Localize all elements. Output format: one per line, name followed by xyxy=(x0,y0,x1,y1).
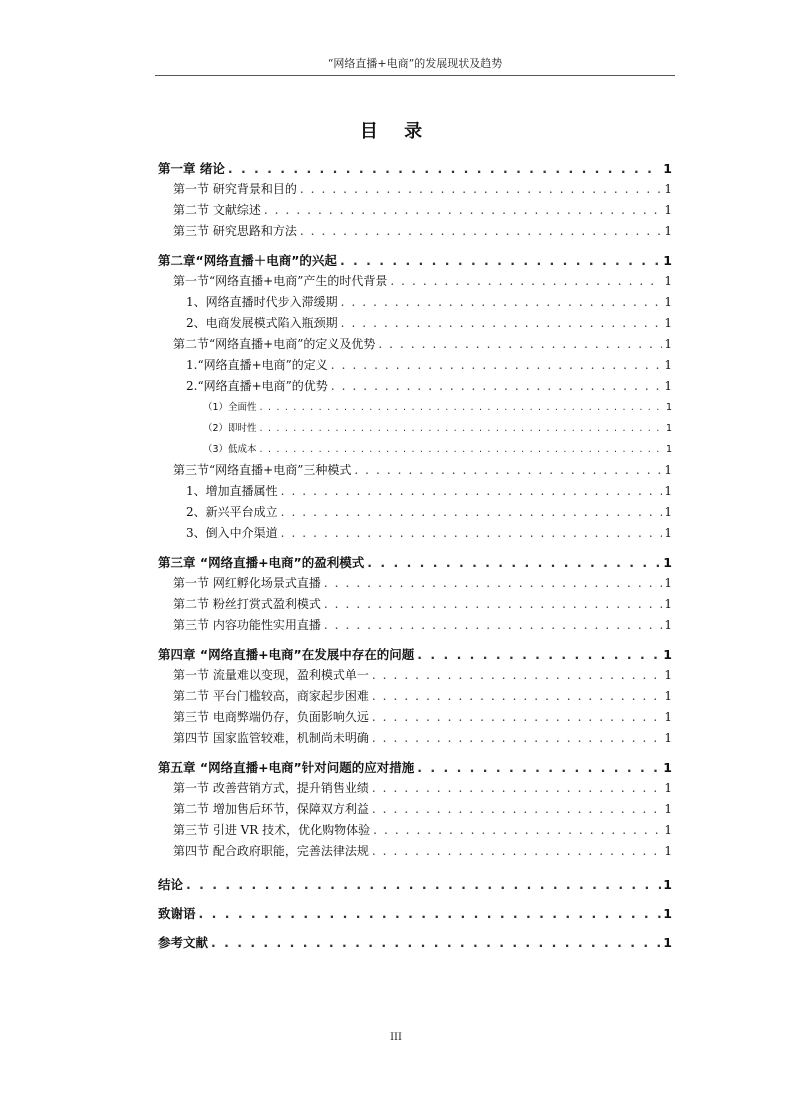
toc-chapter-4[interactable] xyxy=(158,644,672,665)
toc-acknowledgements[interactable] xyxy=(158,899,672,928)
toc-entry-label: 2、新兴平台成立 xyxy=(186,505,278,519)
toc-entry-label: 1.“网络直播+电商”的定义 xyxy=(186,358,328,372)
toc-section[interactable] xyxy=(158,615,672,636)
dot-leader xyxy=(260,439,664,460)
spacer xyxy=(158,749,672,757)
toc-page-number: 1 xyxy=(664,823,672,837)
toc-entry-label: 第三章 “网络直播+电商”的盈利模式 xyxy=(158,555,365,570)
dot-leader xyxy=(260,418,664,439)
toc-entry-label: 2.“网络直播+电商”的优势 xyxy=(186,379,328,393)
toc-page-number: 1 xyxy=(664,379,672,393)
toc-entry-label: 第一节“网络直播+电商”产生的时代背景 xyxy=(173,274,388,288)
toc-section[interactable] xyxy=(158,707,672,728)
toc-entry-label: 3、倒入中介渠道 xyxy=(186,526,278,540)
dot-leader xyxy=(281,523,663,544)
toc-entry-label: 第三节 电商弊端仍存，负面影响久远 xyxy=(173,710,369,724)
page-number: III xyxy=(390,1032,402,1043)
toc-entry-label: （2）即时性 xyxy=(203,423,257,434)
dot-leader xyxy=(300,221,663,242)
toc-chapter-2[interactable] xyxy=(158,250,672,271)
toc-entry-label: 第二节“网络直播+电商”的定义及优势 xyxy=(173,337,376,351)
dot-leader xyxy=(186,870,661,899)
toc-page-number: 1 xyxy=(664,668,672,682)
toc-page-number: 1 xyxy=(664,576,672,590)
toc-page-number: 1 xyxy=(665,423,672,434)
dot-leader xyxy=(390,271,662,292)
toc-entry-label: 第四节 国家监管较难，机制尚未明确 xyxy=(173,731,369,745)
toc-chapter-1[interactable] xyxy=(158,158,672,179)
toc-subsection[interactable] xyxy=(158,313,672,334)
toc-conclusion[interactable] xyxy=(158,870,672,899)
toc-entry-label: 第三节 内容功能性实用直播 xyxy=(173,618,321,632)
dot-leader xyxy=(300,179,663,200)
toc-section[interactable] xyxy=(158,799,672,820)
toc-references[interactable] xyxy=(158,928,672,957)
dot-leader xyxy=(331,376,663,397)
toc-page-number: 1 xyxy=(663,935,672,950)
toc-page-number: 1 xyxy=(664,337,672,351)
spacer xyxy=(158,544,672,552)
toc-entry-label: 1、网络直播时代步入滞缓期 xyxy=(186,295,338,309)
toc-page-number: 1 xyxy=(664,484,672,498)
toc-entry-label: 第一节 流量难以变现，盈利模式单一 xyxy=(173,668,369,682)
toc-page-number: 1 xyxy=(664,618,672,632)
toc-entry-label: 第三节 研究思路和方法 xyxy=(173,224,297,238)
toc-page-number: 1 xyxy=(664,358,672,372)
dot-leader xyxy=(281,502,663,523)
toc-page-number: 1 xyxy=(664,597,672,611)
toc-page-number: 1 xyxy=(663,760,672,775)
dot-leader xyxy=(372,707,663,728)
dot-leader xyxy=(341,292,663,313)
toc-entry-label: 第四章 “网络直播+电商”在发展中存在的问题 xyxy=(158,647,415,662)
spacer xyxy=(158,862,672,870)
toc-page-number: 1 xyxy=(665,402,672,413)
dot-leader xyxy=(372,799,663,820)
toc-section[interactable] xyxy=(158,594,672,615)
toc-entry-label: 第二节 文献综述 xyxy=(173,203,261,217)
toc-subsection[interactable] xyxy=(158,376,672,397)
toc-section[interactable] xyxy=(158,460,672,481)
toc-page-number: 1 xyxy=(663,161,672,176)
dot-leader xyxy=(417,757,661,778)
dot-leader xyxy=(372,841,663,862)
dot-leader xyxy=(378,334,662,355)
toc-entry-label: 第二节 增加售后环节，保障双方利益 xyxy=(173,802,369,816)
toc-entry-label: 第四节 配合政府职能，完善法律法规 xyxy=(173,844,369,858)
running-header: “网络直播+电商”的发展现状及趋势 xyxy=(155,55,675,76)
toc-page-number: 1 xyxy=(664,731,672,745)
dot-leader xyxy=(372,778,663,799)
dot-leader xyxy=(281,481,663,502)
toc-page-number: 1 xyxy=(664,802,672,816)
toc-section[interactable] xyxy=(158,778,672,799)
toc-item[interactable] xyxy=(158,439,672,460)
dot-leader xyxy=(367,552,661,573)
dot-leader xyxy=(199,899,662,928)
toc-section[interactable] xyxy=(158,841,672,862)
toc-page-number: 1 xyxy=(664,182,672,196)
dot-leader xyxy=(372,665,663,686)
dot-leader xyxy=(324,615,663,636)
dot-leader xyxy=(341,313,663,334)
toc-page-number: 1 xyxy=(664,463,672,477)
toc-entry-label: （3）低成本 xyxy=(203,444,257,455)
dot-leader xyxy=(340,250,661,271)
dot-leader xyxy=(354,460,662,481)
dot-leader xyxy=(417,644,661,665)
toc-page-number: 1 xyxy=(664,844,672,858)
toc-page-number: 1 xyxy=(663,555,672,570)
spacer xyxy=(158,242,672,250)
toc-entry-label: 2、电商发展模式陷入瓶颈期 xyxy=(186,316,338,330)
table-of-contents xyxy=(158,158,672,957)
toc-entry-label: 第一节 改善营销方式，提升销售业绩 xyxy=(173,781,369,795)
toc-entry-label: 致谢语 xyxy=(158,906,196,921)
toc-page-number: 1 xyxy=(663,906,672,921)
toc-page-number: 1 xyxy=(664,710,672,724)
toc-chapter-5[interactable] xyxy=(158,757,672,778)
toc-page-number: 1 xyxy=(663,647,672,662)
toc-section[interactable] xyxy=(158,271,672,292)
toc-subsection[interactable] xyxy=(158,502,672,523)
toc-section[interactable] xyxy=(158,686,672,707)
toc-page-number: 1 xyxy=(664,689,672,703)
dot-leader xyxy=(331,355,663,376)
toc-item[interactable] xyxy=(158,397,672,418)
toc-entry-label: 第一节 研究背景和目的 xyxy=(173,182,297,196)
toc-entry-label: 参考文献 xyxy=(158,935,209,950)
toc-section[interactable] xyxy=(158,221,672,242)
toc-title: 目 录 xyxy=(359,121,433,142)
toc-item[interactable] xyxy=(158,418,672,439)
toc-entry-label: 结论 xyxy=(158,877,184,892)
toc-subsection[interactable] xyxy=(158,523,672,544)
dot-leader xyxy=(228,158,661,179)
toc-subsection[interactable] xyxy=(158,355,672,376)
toc-page-number: 1 xyxy=(665,444,672,455)
toc-section[interactable] xyxy=(158,573,672,594)
toc-page-number: 1 xyxy=(664,526,672,540)
dot-leader xyxy=(324,573,663,594)
spacer xyxy=(158,636,672,644)
toc-entry-label: 第二节 粉丝打赏式盈利模式 xyxy=(173,597,321,611)
toc-entry-label: 1、增加直播属性 xyxy=(186,484,278,498)
toc-page-number: 1 xyxy=(664,316,672,330)
toc-entry-label: 第二节 平台门槛较高，商家起步困难 xyxy=(173,689,369,703)
toc-section[interactable] xyxy=(158,334,672,355)
toc-entry-label: 第二章“网络直播＋电商”的兴起 xyxy=(158,253,337,268)
toc-section[interactable] xyxy=(158,820,672,841)
toc-entry-label: （1）全面性 xyxy=(203,402,257,413)
dot-leader xyxy=(372,686,663,707)
dot-leader xyxy=(260,397,664,418)
toc-page-number: 1 xyxy=(664,224,672,238)
toc-page-number: 1 xyxy=(664,274,672,288)
toc-page-number: 1 xyxy=(664,295,672,309)
toc-subsection[interactable] xyxy=(158,481,672,502)
toc-subsection[interactable] xyxy=(158,292,672,313)
toc-page-number: 1 xyxy=(663,253,672,268)
toc-chapter-3[interactable] xyxy=(158,552,672,573)
toc-section[interactable] xyxy=(158,200,672,221)
toc-entry-label: 第三节 引进 VR 技术，优化购物体验 xyxy=(173,823,371,837)
toc-entry-label: 第三节“网络直播+电商”三种模式 xyxy=(173,463,352,477)
toc-entry-label: 第一节 网红孵化场景式直播 xyxy=(173,576,321,590)
toc-page-number: 1 xyxy=(663,877,672,892)
toc-section[interactable] xyxy=(158,728,672,749)
toc-page-number: 1 xyxy=(664,505,672,519)
toc-entry-label: 第五章 “网络直播+电商”针对问题的应对措施 xyxy=(158,760,415,775)
dot-leader xyxy=(211,928,661,957)
dot-leader xyxy=(373,820,662,841)
toc-page-number: 1 xyxy=(664,203,672,217)
toc-section[interactable] xyxy=(158,179,672,200)
toc-section[interactable] xyxy=(158,665,672,686)
toc-entry-label: 第一章 绪论 xyxy=(158,161,225,176)
dot-leader xyxy=(372,728,663,749)
dot-leader xyxy=(324,594,663,615)
dot-leader xyxy=(264,200,663,221)
toc-page-number: 1 xyxy=(664,781,672,795)
